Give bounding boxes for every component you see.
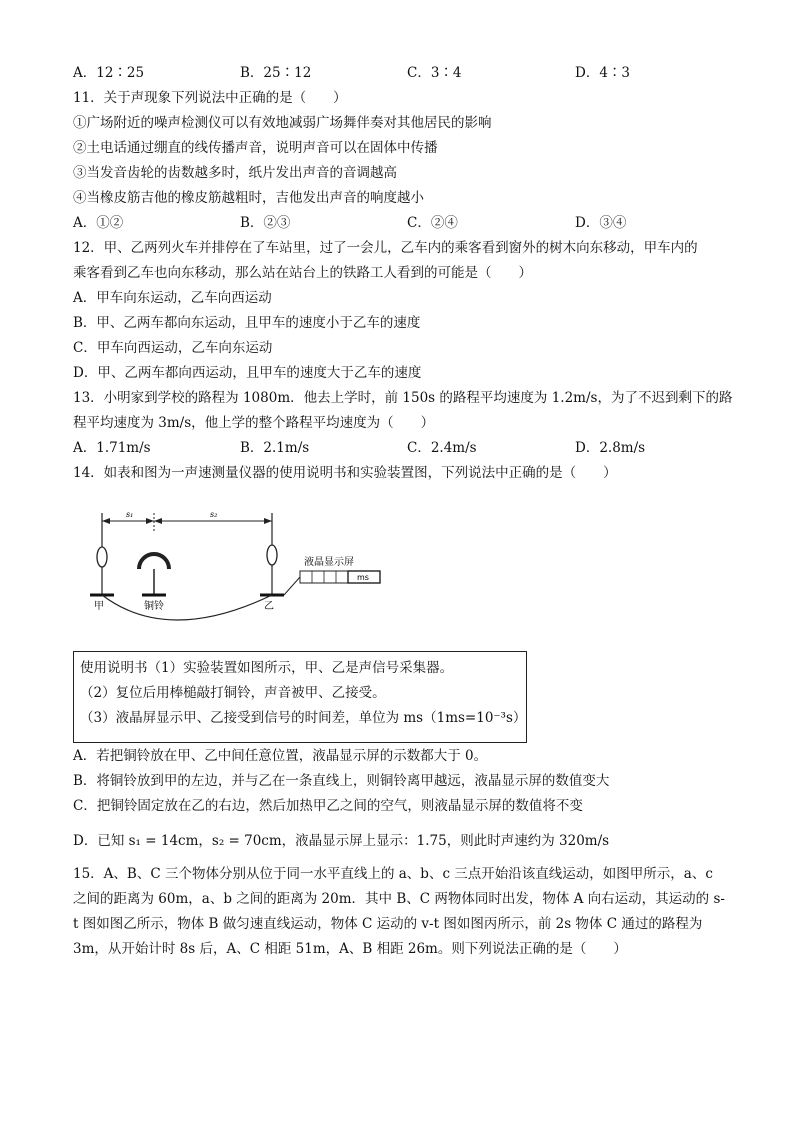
label-s2: s₂ (210, 510, 218, 519)
label-s1: s₁ (126, 510, 134, 519)
q11-statement-2: ②土电话通过绷直的线传播声音，说明声音可以在固体中传播 (73, 140, 438, 156)
q14-option-c[interactable]: C．把铜铃固定放在乙的右边，然后加热甲乙之间的空气，则液晶显示屏的数值将不变 (73, 798, 583, 814)
arrow-right-s1 (146, 518, 154, 524)
q11-statement-4: ④当橡皮筋吉他的橡皮筋越粗时，吉他发出声音的响度越小 (73, 190, 424, 206)
q11-options (73, 213, 753, 233)
q10-option-b[interactable]: B．25∶12 (240, 65, 312, 81)
jia-receiver (97, 547, 107, 567)
q11-option-b[interactable]: B．②③ (240, 215, 291, 231)
q10-option-d[interactable]: D．4∶3 (575, 65, 631, 81)
q11-stem: 11．关于声现象下列说法中正确的是（ ） (73, 90, 347, 106)
q15-line-4: 3m，从开始计时 8s 后，A、C 相距 51m，A、B 相距 26m。则下列说法正确的是（ ） (73, 941, 627, 957)
q13-option-c[interactable]: C．2.4m/s (407, 440, 477, 456)
q14-option-d[interactable]: D．已知 s₁ = 14cm，s₂ = 70cm，液晶显示屏上显示：1.75，则此时声速约为 320m/s (73, 833, 610, 849)
q15-line-3: t 图如图乙所示，物体 B 做匀速直线运动，物体 C 运动的 v-t 图如图丙所示，前 2s 物体 C 通过的路程为 (73, 916, 703, 932)
manual-line-2: （2）复位后用棒槌敲打铜铃，声音被甲、乙接受。 (80, 685, 386, 701)
q10-option-a[interactable]: A．12∶25 (73, 65, 145, 81)
arrow-right-s2 (264, 518, 272, 524)
label-bell: 铜铃 (144, 601, 164, 612)
q13-stem-line2: 程平均速度为 3m/s，他上学的整个路程平均速度为（ ） (73, 415, 435, 431)
yi-receiver (267, 545, 277, 565)
q13-option-b[interactable]: B．2.1m/s (240, 440, 310, 456)
label-jia: 甲 (94, 601, 104, 612)
q12-option-d[interactable]: D．甲、乙两车都向西运动，且甲车的速度大于乙车的速度 (73, 365, 422, 381)
q11-statement-3: ③当发音齿轮的齿数越多时，纸片发出声音的音调越高 (73, 165, 397, 181)
signal-cable (102, 595, 272, 620)
q14-instruction-manual (73, 651, 527, 743)
q10-options (73, 63, 753, 83)
q11-option-a[interactable]: A．①② (73, 215, 124, 231)
q14-stem: 14．如表和图为一声速测量仪器的使用说明书和实验装置图，下列说法中正确的是（ ） (73, 465, 617, 481)
bell-dome (139, 554, 169, 569)
q12-stem-line2: 乘客看到乙车也向东移动，那么站在站台上的铁路工人看到的可能是（ ） (73, 265, 532, 281)
q12-option-a[interactable]: A．甲车向东运动，乙车向西运动 (73, 290, 272, 306)
q13-option-d[interactable]: D．2.8m/s (575, 440, 646, 456)
lcd-unit: ms (357, 573, 369, 582)
q12-stem-line1: 12．甲、乙两列火车并排停在了车站里，过了一会儿，乙车内的乘客看到窗外的树木向东移动，甲车内的 (73, 240, 698, 256)
q12-option-b[interactable]: B．甲、乙两车都向东运动，且甲车的速度小于乙车的速度 (73, 315, 421, 331)
apparatus-diagram (78, 505, 398, 637)
q15-line-1: 15．A、B、C 三个物体分别从位于同一水平直线上的 a、b、c 三点开始沿该直线运动，如图甲所示，a、c (73, 866, 713, 882)
q13-option-a[interactable]: A．1.71m/s (73, 440, 151, 456)
label-yi: 乙 (264, 601, 274, 612)
q11-statement-1: ①广场附近的噪声检测仪可以有效地减弱广场舞伴奏对其他居民的影响 (73, 115, 492, 131)
manual-line-3: （3）液晶屏显示甲、乙接受到信号的时间差，单位为 ms（1ms=10⁻³s） (80, 710, 527, 726)
q14-option-a[interactable]: A．若把铜铃放在甲、乙中间任意位置，液晶显示屏的示数都大于 0。 (73, 748, 488, 764)
q12-option-c[interactable]: C．甲车向西运动，乙车向东运动 (73, 340, 273, 356)
q11-option-d[interactable]: D．③④ (575, 215, 627, 231)
display-wire (284, 577, 300, 595)
q14-apparatus-figure (78, 505, 398, 637)
manual-line-1: 使用说明书（1）实验装置如图所示，甲、乙是声信号采集器。 (80, 660, 454, 676)
q13-stem-line1: 13．小明家到学校的路程为 1080m．他去上学时，前 150s 的路程平均速度为 1.2m/s，为了不迟到剩下的路 (73, 390, 733, 406)
arrow-left-s2 (154, 518, 162, 524)
q13-options (73, 438, 753, 458)
arrow-left-s1 (102, 518, 110, 524)
lcd-label: 液晶显示屏 (304, 557, 354, 568)
q14-option-b[interactable]: B．将铜铃放到甲的左边，并与乙在一条直线上，则铜铃离甲越远，液晶显示屏的数值变大 (73, 773, 610, 789)
q10-option-c[interactable]: C．3∶4 (407, 65, 462, 81)
q15-line-2: 之间的距离为 60m，a、b 之间的距离为 20m．其中 B、C 两物体同时出发，物体 A 向右运动，其运动的 s- (73, 891, 725, 907)
q11-option-c[interactable]: C．②④ (407, 215, 458, 231)
